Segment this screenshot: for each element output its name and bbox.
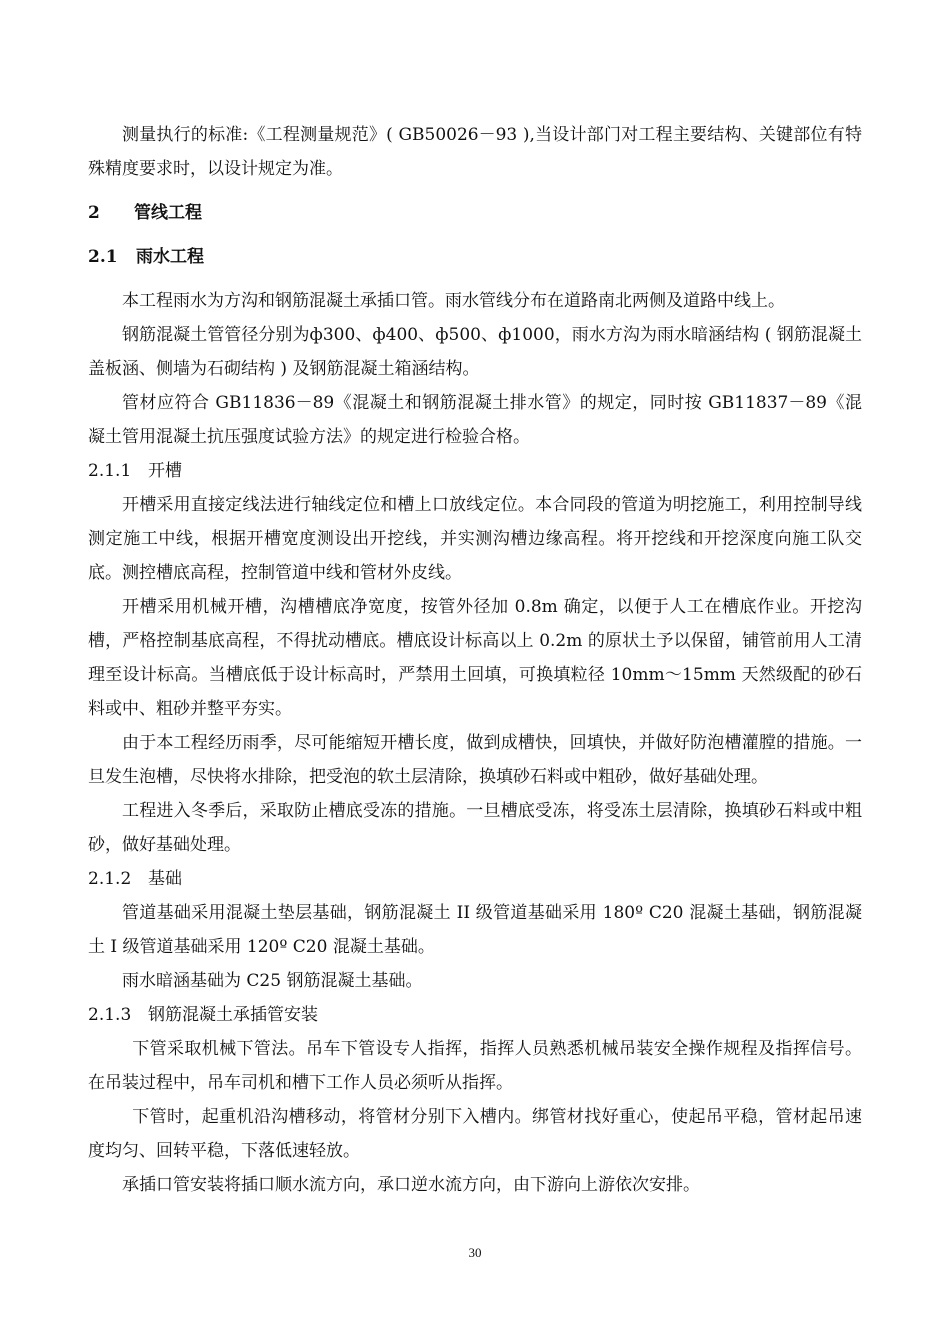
paragraph-pipe-foundation: 管道基础采用混凝土垫层基础，钢筋混凝土 II 级管道基础采用 180º C20 混凝土基础，钢筋混凝土 I 级管道基础采用 120º C20 混凝土基础。 xyxy=(88,903,862,957)
paragraph-pipe-standard: 管材应符合 GB11836－89《混凝土和钢筋混凝土排水管》的规定，同时按 GB11837－89《混凝土管用混凝土抗压强度试验方法》的规定进行检验合格。 xyxy=(88,393,862,447)
section-number: 2.1.2 xyxy=(88,869,132,889)
paragraph-rainwater-overview: 本工程雨水为方沟和钢筋混凝土承插口管。雨水管线分布在道路南北两侧及道路中线上。 xyxy=(122,291,785,311)
paragraph-winter-measures: 工程进入冬季后，采取防止槽底受冻的措施。一旦槽底受冻，将受冻土层清除，换填砂石料或中粗砂，做好基础处理。 xyxy=(88,801,862,855)
paragraph-mechanical-trenching: 开槽采用机械开槽，沟槽槽底净宽度，按管外径加 0.8m 确定，以便于人工在槽底作业。开挖沟槽，严格控制基底高程，不得扰动槽底。槽底设计标高以上 0.2m 的原状土予以保留，铺管前用人工清理至设计标高。当槽底低于设计标高时，严禁用土回填，可换填粒径 10mm～15mm 天然级配的砂石料或中、粗砂并整平夯实。 xyxy=(88,597,862,719)
page-number: 30 xyxy=(468,1245,482,1260)
section-number: 2.1.1 xyxy=(88,461,132,481)
section-number: 2.1.3 xyxy=(88,1005,132,1025)
section-heading-2 xyxy=(88,196,862,230)
paragraph-crane-lowering: 下管采取机械下管法。吊车下管设专人指挥，指挥人员熟悉机械吊装安全操作规程及指挥信号。在吊装过程中，吊车司机和槽下工作人员必须听从指挥。 xyxy=(88,1039,862,1093)
section-title: 雨水工程 xyxy=(136,247,204,267)
section-number: 2 xyxy=(88,203,100,223)
document-body xyxy=(88,118,862,1202)
paragraph-socket-installation: 承插口管安装将插口顺水流方向，承口逆水流方向，由下游向上游依次安排。 xyxy=(122,1175,700,1195)
section-heading-2-1-3 xyxy=(88,998,862,1032)
paragraph-pipe-diameter: 钢筋混凝土管管径分别为ф300、ф400、ф500、ф1000，雨水方沟为雨水暗涵结构 ( 钢筋混凝土盖板涵、侧墙为石砌结构 ) 及钢筋混凝土箱涵结构。 xyxy=(88,325,862,379)
paragraph-survey-standard: 测量执行的标准:《工程测量规范》( GB50026－93 ),当设计部门对工程主要结构、关键部位有特殊精度要求时，以设计规定为准。 xyxy=(88,125,862,179)
paragraph-rainy-season: 由于本工程经历雨季，尽可能缩短开槽长度，做到成槽快，回填快，并做好防泡槽灌膛的措施。一旦发生泡槽，尽快将水排除，把受泡的软土层清除，换填砂石料或中粗砂，做好基础处理。 xyxy=(88,733,862,787)
section-title: 钢筋混凝土承插管安装 xyxy=(148,1005,318,1025)
section-title: 开槽 xyxy=(148,461,182,481)
section-heading-2-1-1 xyxy=(88,454,862,488)
paragraph-culvert-foundation: 雨水暗涵基础为 C25 钢筋混凝土基础。 xyxy=(122,971,423,991)
section-heading-2-1-2 xyxy=(88,862,862,896)
section-title: 管线工程 xyxy=(134,203,202,223)
section-title: 基础 xyxy=(148,869,182,889)
paragraph-trench-positioning: 开槽采用直接定线法进行轴线定位和槽上口放线定位。本合同段的管道为明挖施工，利用控制导线测定施工中线，根据开槽宽度测设出开挖线，并实测沟槽边缘高程。将开挖线和开挖深度向施工队交底。测控槽底高程，控制管道中线和管材外皮线。 xyxy=(88,495,862,583)
paragraph-lowering-procedure: 下管时，起重机沿沟槽移动，将管材分别下入槽内。绑管材找好重心，使起吊平稳，管材起吊速度均匀、回转平稳，下落低速轻放。 xyxy=(88,1107,862,1161)
section-heading-2-1 xyxy=(88,240,862,274)
section-number: 2.1 xyxy=(88,247,118,267)
